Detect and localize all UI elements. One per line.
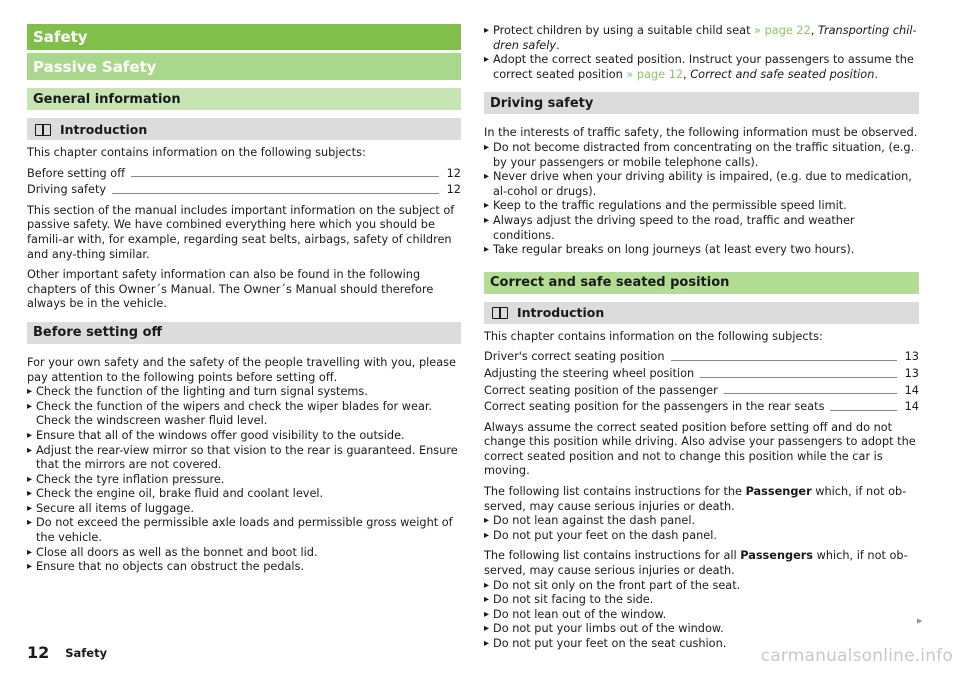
emphasis: Passengers (740, 549, 814, 563)
cross-reference: Transporting chil-dren safely (493, 24, 917, 52)
toc-leader (830, 410, 896, 411)
page-footer (27, 643, 107, 662)
text: which, if not ob-served, may cause serious injuries or death. (484, 549, 908, 578)
toc-label[interactable]: Adjusting the steering wheel position (484, 366, 695, 380)
list-item-text: Adopt the correct seated position. Instruct your passengers to assume the correct seated position (493, 53, 914, 81)
list-item: ▸ Do not lean out of the window. (484, 608, 919, 623)
toc-page: 13 (904, 350, 919, 364)
list-item: ▸ Check the tyre inflation pressure. (27, 473, 461, 488)
paragraph: Other important safety information can also be found in the following chapters of this Owner´s Manual. The Owner´s Manual should therefore always be in the vehicle. (27, 268, 434, 311)
seated-position-heading: Correct and safe seated position (484, 272, 919, 294)
paragraph: In the interests of traffic safety, the following information must be observed. (484, 126, 918, 140)
list-item: ▸ Always adjust the driving speed to the road, traffic and weather conditions. (484, 214, 919, 243)
bullet-list (484, 579, 919, 652)
paragraph: Always assume the correct seated position before setting off and do not change this position while driving. Also advise your passengers to adopt the correct seated position and not to change this position while the car is moving. (484, 420, 916, 478)
toc-row[interactable] (484, 400, 919, 415)
intro-text: This chapter contains information on the following subjects: (484, 329, 823, 343)
list-item: ▸ Do not sit facing to the side. (484, 593, 919, 608)
text: The following list contains instructions for the (484, 485, 746, 499)
paragraph (484, 549, 919, 578)
list-item: ▸ Do not put your limbs out of the window. (484, 622, 919, 637)
introduction-heading-label: Introduction (517, 305, 605, 321)
introduction-heading (27, 118, 461, 140)
toc-row[interactable] (27, 183, 461, 198)
table-of-contents (484, 350, 919, 414)
watermark: carmanualsonline.info (760, 646, 953, 666)
list-item: ▸ Adjust the rear-view mirror so that vision to the rear is guaranteed. Ensure that the mirrors are not covered. (27, 444, 461, 473)
list-item: ▸ Do not lean against the dash panel. (484, 514, 919, 529)
introduction-heading-label: Introduction (60, 121, 148, 137)
left-column (27, 24, 461, 575)
list-item: ▸ Do not exceed the permissible axle loads and permissible gross weight of the vehicle. (27, 516, 461, 545)
list-item: ▸ Check the engine oil, brake fluid and coolant level. (27, 487, 461, 502)
text: which, if not ob-served, may cause serious injuries or death. (484, 485, 907, 513)
paragraph (484, 485, 919, 514)
toc-row[interactable] (484, 350, 919, 365)
bullet-list (27, 385, 461, 575)
toc-leader (671, 360, 897, 361)
page-number: 12 (27, 643, 50, 662)
toc-page: 12 (446, 183, 461, 197)
book-icon (492, 307, 508, 318)
right-column (484, 24, 919, 652)
intro-text: This chapter contains information on the following subjects: (27, 146, 366, 159)
introduction-heading (484, 302, 919, 324)
list-item: ▸ Check the function of the wipers and check the wiper blades for wear. Check the windscreen washer fluid level. (27, 400, 461, 429)
punctuation: . (874, 67, 878, 81)
toc-label[interactable]: Driving safety (27, 183, 107, 197)
paragraph: This section of the manual includes important information on the subject of passive safety. We have combined everything here which you should be famili-ar with, for example, regarding seat belts, airbags, safety of children and any-thing similar. (27, 203, 455, 261)
toc-leader (112, 193, 439, 194)
bullet-list (484, 141, 919, 258)
text: The following list contains instructions for all (484, 549, 741, 563)
list-item: ▸ Ensure that no objects can obstruct the pedals. (27, 560, 461, 575)
list-item: ▸ Do not put your feet on the dash panel. (484, 529, 919, 544)
list-item: ▸ Keep to the traffic regulations and the permissible speed limit. (484, 199, 919, 214)
page-link[interactable]: » page 22 (754, 24, 811, 37)
list-item: ▸ Take regular breaks on long journeys (at least every two hours). (484, 243, 919, 258)
toc-label[interactable]: Correct seating position for the passengers in the rear seats (484, 400, 825, 414)
toc-label[interactable]: Correct seating position of the passenger (484, 383, 718, 397)
toc-row[interactable] (484, 384, 919, 399)
chapter-heading: Safety (27, 24, 461, 50)
toc-page: 13 (904, 366, 919, 380)
toc-leader (131, 176, 439, 177)
book-icon (35, 124, 51, 135)
footer-title: Safety (65, 645, 108, 660)
toc-label[interactable]: Before setting off (27, 166, 125, 180)
toc-leader (724, 393, 897, 394)
separator: , (810, 24, 818, 37)
emphasis: Passenger (745, 485, 812, 499)
list-item-text: Protect children by using a suitable child seat (493, 24, 755, 37)
table-of-contents (27, 167, 461, 198)
driving-safety-heading: Driving safety (484, 92, 919, 114)
toc-page: 12 (446, 166, 461, 180)
list-item (484, 53, 919, 82)
list-item: ▸ Check the function of the lighting and turn signal systems. (27, 385, 461, 400)
paragraph: For your own safety and the safety of the people travelling with you, please pay attention to the following points before setting off. (27, 355, 456, 384)
toc-page: 14 (904, 400, 919, 414)
before-setting-off-heading: Before setting off (27, 322, 461, 344)
list-item: ▸ Ensure that all of the windows offer good visibility to the outside. (27, 429, 461, 444)
list-item: ▸ Do not put your feet on the seat cushion. (484, 637, 919, 652)
toc-row[interactable] (27, 167, 461, 182)
toc-page: 14 (904, 383, 919, 397)
punctuation: . (556, 38, 560, 52)
list-item: ▸ Secure all items of luggage. (27, 502, 461, 517)
page-link[interactable]: » page 12 (626, 67, 684, 81)
list-item: ▸ Close all doors as well as the bonnet and boot lid. (27, 546, 461, 561)
cross-reference: Correct and safe seated position (690, 67, 875, 81)
section-heading: Passive Safety (27, 53, 461, 80)
list-item: ▸ Do not become distracted from concentrating on the traffic situation, (e.g. by your passengers or mobile telephone calls). (484, 141, 919, 170)
list-item (484, 24, 919, 53)
toc-label[interactable]: Driver's correct seating position (484, 350, 665, 364)
general-information-heading: General information (27, 88, 461, 110)
list-item: ▸ Never drive when your driving ability is impaired, (e.g. due to medication, al-cohol or drugs). (484, 170, 919, 199)
bullet-list (484, 24, 919, 82)
continue-arrow-icon: ▸ (917, 614, 923, 627)
bullet-list (484, 514, 919, 543)
toc-leader (700, 377, 896, 378)
toc-row[interactable] (484, 367, 919, 382)
list-item: ▸ Do not sit only on the front part of the seat. (484, 579, 919, 594)
separator: , (683, 67, 691, 81)
